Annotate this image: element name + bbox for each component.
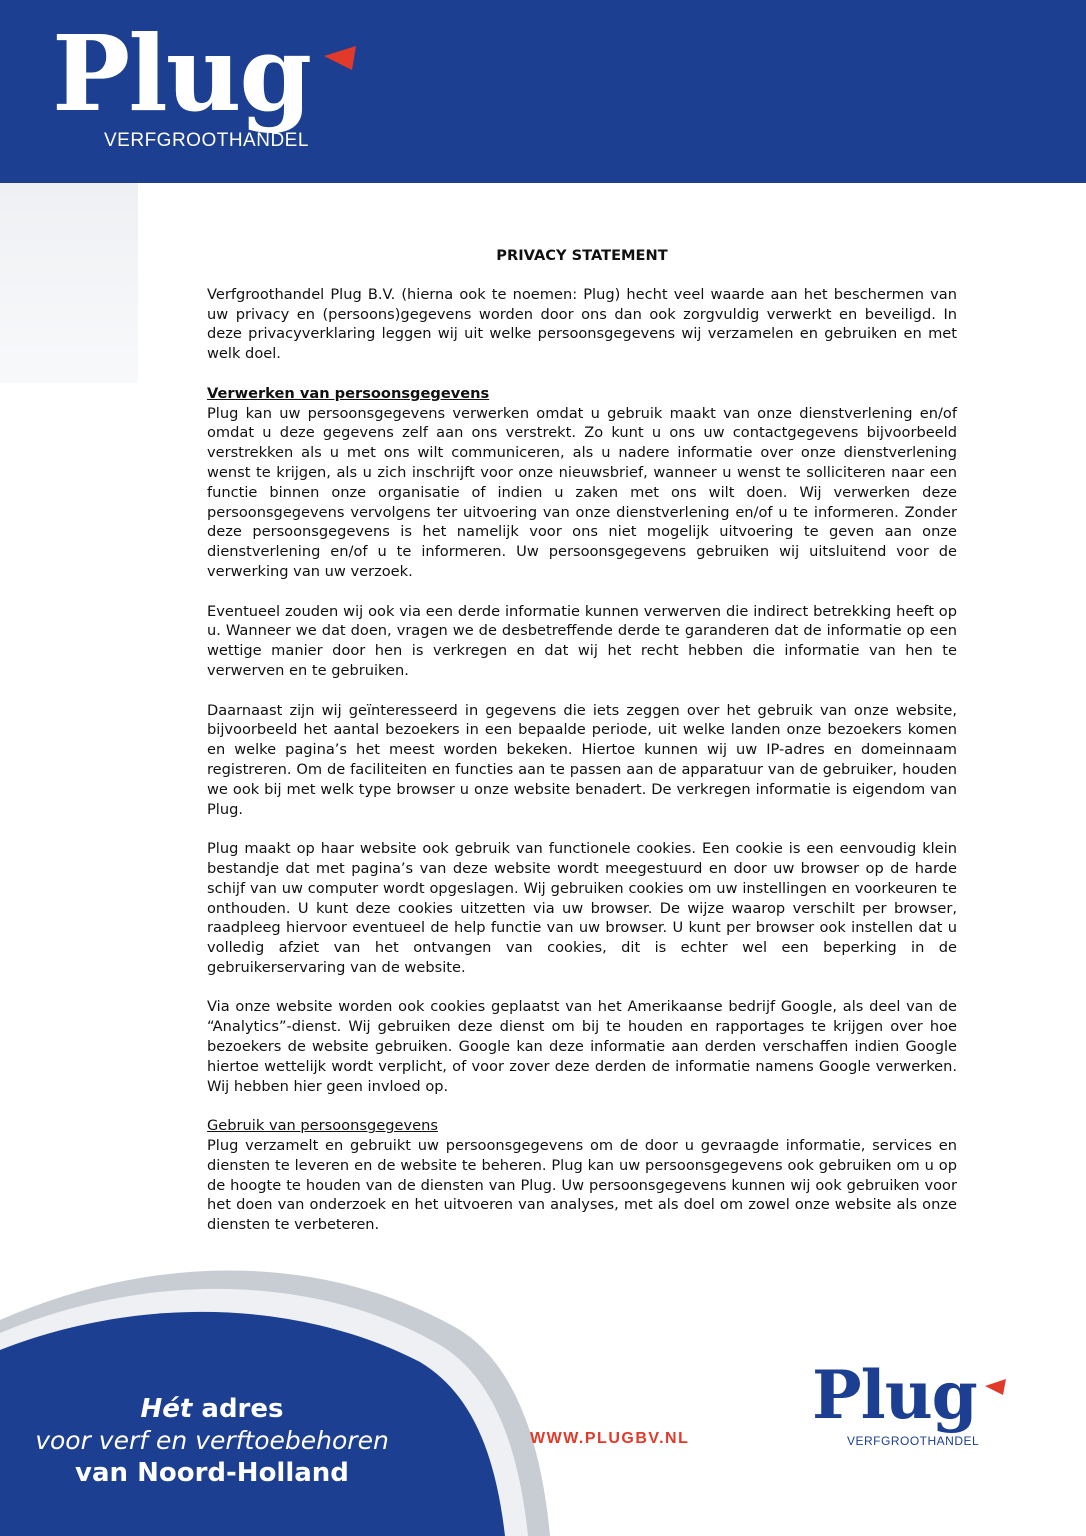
company-logo — [52, 12, 382, 170]
document-body — [207, 246, 957, 1255]
tagline-emphasis: Hét — [140, 1394, 193, 1424]
left-side-strip — [0, 183, 138, 383]
tagline-rest: adres — [192, 1394, 284, 1424]
document-title: PRIVACY STATEMENT — [496, 247, 668, 264]
paragraph: Daarnaast zijn wij geïnteresseerd in gegevens die iets zeggen over het gebruik van onze website, bijvoorbeeld het aantal bezoekers in een bepaalde periode, uit welke landen onze bezoekers komen en welke pagina’s het meest worden bekeken. Hiertoe kunnen wij uw IP-adres en domeinnaam registreren. Om de faciliteiten en functies aan te passen aan de apparatuur van de gebruiker, houden we ook bij met welk type browser u onze website benadert. De verkregen informatie is eigendom van Plug. — [207, 701, 957, 818]
paragraph: Via onze website worden ook cookies geplaatst van het Amerikaanse bedrijf Google, als deel van de “Analytics”-dienst. Wij gebruiken deze dienst om bij te houden en rapportages te krijgen over hoe bezoekers de website gebruiken. Google kan deze informatie aan derden verschaffen indien Google hiertoe wettelijk wordt verplicht, of voor zover deze derden de informatie namens Google verwerken. Wij hebben hier geen invloed op. — [207, 998, 957, 1095]
tagline-line-1 — [22, 1393, 402, 1425]
footer-logo-flag-icon — [984, 1378, 1010, 1398]
paragraph: Plug kan uw persoonsgegevens verwerken omdat u gebruik maakt van onze dienstverlening en/of omdat u deze gegevens zelf aan ons verstrekt. Zo kunt u ons uw contactgegevens bijvoorbeeld verstrekken als u met ons wilt communiceren, als u nadere informatie over onze dienstverlening wenst te krijgen, als u zich inschrijft voor onze nieuwsbrief, wanneer u wenst te solliciteren naar een functie binnen onze organisatie of indien u zaken met ons wilt doen. Wij verwerken deze persoonsgegevens vervolgens ter uitvoering van onze dienstverlening en/of u te informeren. Zonder deze persoonsgegevens is het namelijk voor ons niet mogelijk uitvoering te geven aan onze dienstverlening en/of u te informeren. Uw persoonsgegevens gebruiken wij uitsluitend voor de verwerking van uw verzoek. — [207, 404, 957, 580]
tagline-line-3: van Noord-Holland — [75, 1458, 349, 1488]
footer-tagline — [22, 1393, 402, 1489]
logo-flag-icon — [322, 44, 362, 74]
footer-logo-wordmark: Plug — [812, 1356, 977, 1434]
section-heading-processing: Verwerken van persoonsgegevens — [207, 384, 490, 402]
paragraph: Plug verzamelt en gebruikt uw persoonsgegevens om de door u gevraagde informatie, services en diensten te leveren en de website te beheren. Plug kan uw persoonsgegevens ook gebruiken om u op de hoogte te houden van de diensten van Plug. Uw persoonsgegevens kunnen wij ook gebruiken voor het doen van onderzoek en het uitvoeren van analyses, met als doel om zowel onze website als onze diensten te verbeteren. — [207, 1137, 957, 1234]
paragraph: Plug maakt op haar website ook gebruik van functionele cookies. Een cookie is een eenvoudig klein bestandje dat met pagina’s van deze website wordt meegestuurd en door uw browser op de harde schijf van uw computer wordt opgeslagen. Wij gebruiken cookies om uw instellingen en voorkeuren te onthouden. U kunt deze cookies uitzetten via uw browser. De wijze waarop verschilt per browser, raadpleeg hiervoor eventueel de help functie van uw browser. U kunt per browser ook instellen dat u volledig afziet van het ontvangen van cookies, dit is echter wel een beperking in de gebruikerservaring van de website. — [207, 840, 957, 976]
logo-subtitle: VERFGROOTHANDEL — [104, 130, 309, 151]
footer-logo-subtitle: VERFGROOTHANDEL — [847, 1434, 980, 1448]
tagline-line-2: voor verf en verftoebehoren — [35, 1426, 389, 1455]
website-link[interactable]: WWW.PLUGBV.NL — [530, 1430, 690, 1447]
logo-wordmark: Plug — [52, 12, 311, 135]
section-heading-usage: Gebruik van persoonsgegevens — [207, 1117, 438, 1135]
footer-logo — [812, 1356, 1032, 1462]
paragraph: Eventueel zouden wij ook via een derde informatie kunnen verwerven die indirect betrekking heeft op u. Wanneer we dat doen, vragen we de desbetreffende derde te garanderen dat de informatie op een wettige manier door hen is verkregen en dat wij het recht hebben die informatie van hen te verwerven en te gebruiken. — [207, 602, 957, 679]
intro-paragraph: Verfgroothandel Plug B.V. (hierna ook te noemen: Plug) hecht veel waarde aan het beschermen van uw privacy en (persoons)gegevens worden door ons dan ook zorgvuldig verwerkt en beveiligd. In deze privacyverklaring leggen wij uit welke persoonsgegevens wij verzamelen en gebruiken en met welk doel. — [207, 285, 957, 363]
